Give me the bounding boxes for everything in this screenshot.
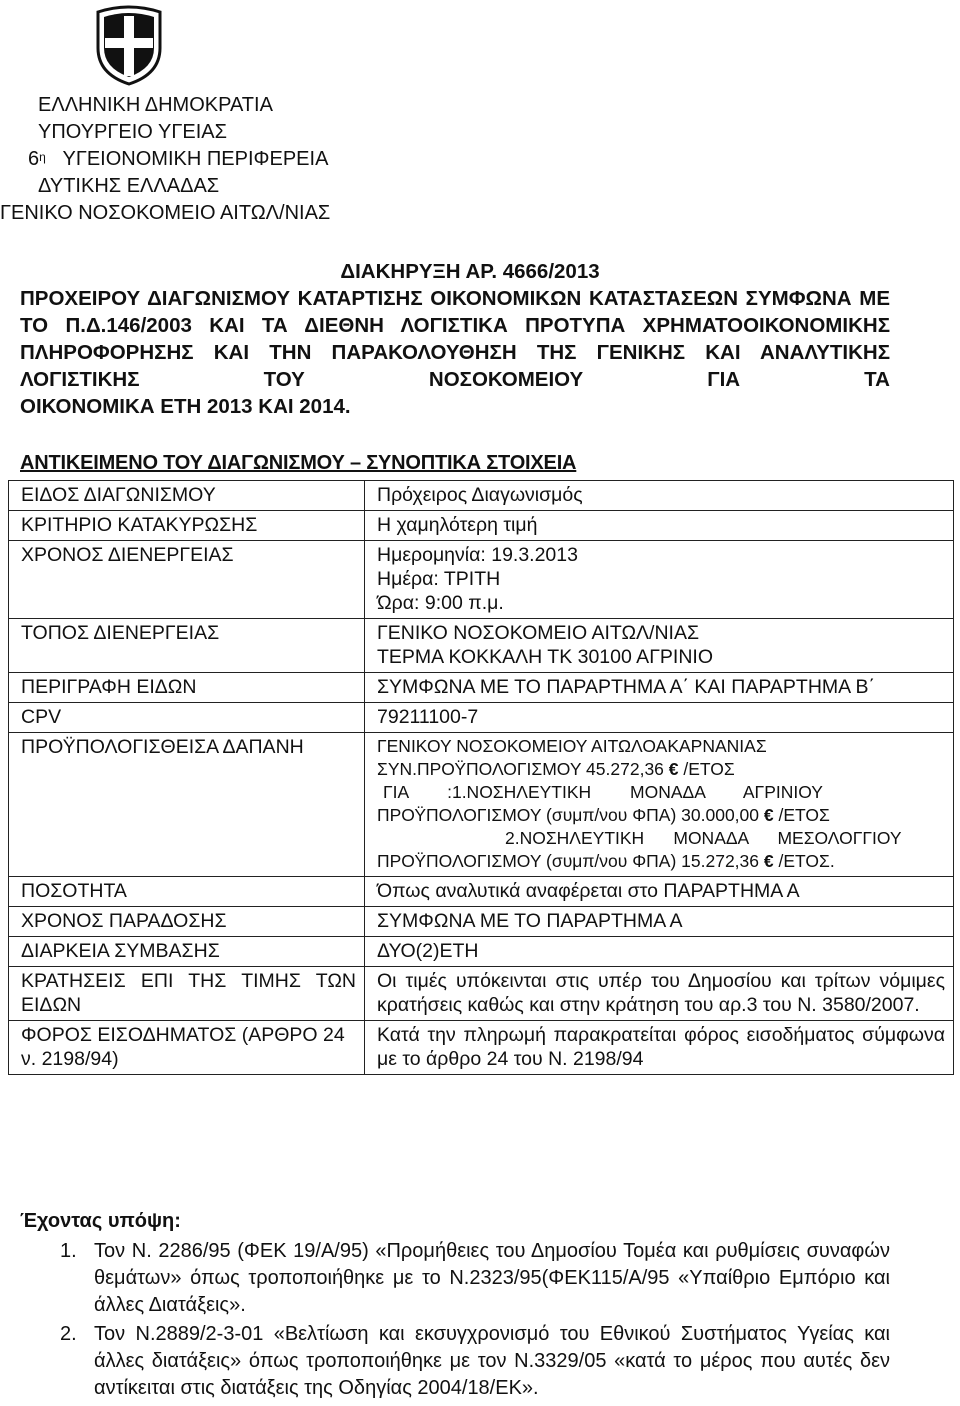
title-subject: ΠΡΟΧΕΙΡΟΥ ΔΙΑΓΩΝΙΣΜΟΥ ΚΑΤΑΡΤΙΣΗΣ ΟΙΚΟΝΟΜΙΚΩΝ ΚΑΤΑΣΤΑΣΕΩΝ ΣΥΜΦΩΝΑ ΜΕ ΤΟ Π.Δ.146/2003 ΚΑΙ ΤΑ ΔΙΕΘΝΗ ΛΟΓΙΣΤΙΚΑ ΠΡΟΤΥΠΑ ΧΡΗΜΑΤΟΟΙΚΟΝΟΜΙΚΗΣ ΠΛΗΡΟΦΟΡΗΣΗΣ ΚΑΙ ΤΗΝ ΠΑΡΑΚΟΛΟΥΘΗΣΗ ΤΗΣ ΓΕΝΙΚΗΣ ΚΑΙ ΑΝΑΛΥΤΙΚΗΣ ΛΟΓΙΣΤΙΚΗΣ ΤΟΥ ΝΟΣΟΚΟΜΕΙΟΥ ΓΙΑ ΤΑ (20, 287, 890, 391)
title-declaration-number: ΔΙΑΚΗΡΥΞΗ ΑΡ. 4666/2013 (340, 260, 600, 283)
considerations-heading: Έχοντας υπόψη: (20, 1210, 181, 1232)
header-line-hospital: ΓΕΝΙΚΟ ΝΟΣΟΚΟΜΕΙΟ ΑΙΤΩΛ/ΝΙΑΣ (0, 202, 331, 224)
time-value: Ώρα: 9:00 π.μ. (377, 592, 504, 614)
table-row (9, 703, 954, 733)
header-line-ministry: ΥΠΟΥΡΓΕΙΟ ΥΓΕΙΑΣ (38, 121, 227, 143)
document-title (20, 258, 890, 420)
item-text: Τον Ν.2889/2-3-01 «Βελτίωση και εκσυγχρονισμό του Εθνικού Συστήματος Υγείας και άλλες διατάξεις» όπως τροποποιήθηκε με τον Ν.3329/05 «κατά το μέρος που αυτές δεν αντίκειται στις διατάξεις της Οδηγίας 2004/18/ΕΚ». (94, 1323, 890, 1399)
table-row (9, 907, 954, 937)
table-heading: ΑΝΤΙΚΕΙΜΕΝΟ ΤΟΥ ΔΙΑΓΩΝΙΣΜΟΥ – ΣΥΝΟΠΤΙΚΑ ΣΤΟΙΧΕΙΑ (20, 452, 577, 474)
row-key: ΔΙΑΡΚΕΙΑ ΣΥΜΒΑΣΗΣ (9, 937, 365, 967)
row-key: ΠΟΣΟΤΗΤΑ (9, 877, 365, 907)
row-key: ΧΡΟΝΟΣ ΔΙΕΝΕΡΓΕΙΑΣ (9, 541, 365, 619)
title-subject-end: ΟΙΚΟΝΟΜΙΚΑ ΕΤΗ 2013 ΚΑΙ 2014. (20, 395, 351, 418)
row-value: Η χαμηλότερη τιμή (365, 511, 954, 541)
budget-line: ΠΡΟΫΠΟΛΟΓΙΣΜΟΥ (συμπ/νου ΦΠΑ) 30.000,00 € /ΕΤΟΣ (377, 805, 830, 825)
item-text: Τον Ν. 2286/95 (ΦΕΚ 19/Α/95) «Προμήθειες του Δημοσίου Τομέα και ρυθμίσεις συναφών θεμάτων» όπως τροποποιήθηκε με το Ν.2323/95(ΦΕΚ115/Α/95 «Υπαίθριο Εμπόριο και άλλες Διατάξεις». (94, 1240, 890, 1316)
row-key: ΠΡΟΫΠΟΛΟΓΙΣΘΕΙΣΑ ΔΑΠΑΝΗ (9, 733, 365, 877)
tender-summary-table (8, 480, 954, 1075)
table-row (9, 1021, 954, 1075)
budget-line: ΓΙΑ :1.ΝΟΣΗΛΕΥΤΙΚΗ ΜΟΝΑΔΑ ΑΓΡΙΝΙΟΥ (383, 782, 823, 802)
budget-line: ΓΕΝΙΚΟΥ ΝΟΣΟΚΟΜΕΙΟΥ ΑΙΤΩΛΟΑΚΑΡΝΑΝΙΑΣ (377, 736, 767, 756)
euro-icon: € (763, 805, 774, 825)
budget-line: ΠΡΟΫΠΟΛΟΓΙΣΜΟΥ (συμπ/νου ΦΠΑ) 15.272,36 € /ΕΤΟΣ. (377, 851, 835, 871)
header-line-republic: ΕΛΛΗΝΙΚΗ ΔΗΜΟΚΡΑΤΙΑ (38, 94, 273, 116)
table-row (9, 673, 954, 703)
row-key: ΧΡΟΝΟΣ ΠΑΡΑΔΟΣΗΣ (9, 907, 365, 937)
table-row (9, 937, 954, 967)
item-number: 2. (60, 1323, 77, 1345)
budget-line: ΣΥΝ.ΠΡΟΫΠΟΛΟΓΙΣΜΟΥ 45.272,36 € /ΕΤΟΣ (377, 759, 735, 779)
row-key: ΦΟΡΟΣ ΕΙΣΟΔΗΜΑΤΟΣ (ΑΡΘΡΟ 24 ν. 2198/94) (9, 1021, 365, 1075)
place-address: ΤΕΡΜΑ ΚΟΚΚΑΛΗ ΤΚ 30100 ΑΓΡΙΝΙΟ (377, 646, 714, 668)
item-number: 1. (60, 1240, 77, 1262)
considerations-list (46, 1238, 890, 1404)
row-value: Κατά την πληρωμή παρακρατείται φόρος εισοδήματος σύμφωνα με το άρθρο 24 του Ν. 2198/94 (365, 1021, 954, 1075)
place-name: ΓΕΝΙΚΟ ΝΟΣΟΚΟΜΕΙΟ ΑΙΤΩΛ/ΝΙΑΣ (377, 622, 700, 644)
row-value: Όπως αναλυτικά αναφέρεται στο ΠΑΡΑΡΤΗΜΑ Α (365, 877, 954, 907)
row-value: 79211100-7 (365, 703, 954, 733)
list-item (46, 1238, 890, 1319)
row-value: Πρόχειρος Διαγωνισμός (365, 481, 954, 511)
euro-icon: € (763, 851, 774, 871)
table-row (9, 541, 954, 619)
row-value (365, 619, 954, 673)
table-row (9, 733, 954, 877)
row-value: ΔΥΟ(2)ΕΤΗ (365, 937, 954, 967)
euro-icon: € (668, 759, 679, 779)
list-item (46, 1321, 890, 1402)
row-key: ΚΡΑΤΗΣΕΙΣ ΕΠΙ ΤΗΣ ΤΙΜΗΣ ΤΩΝ ΕΙΔΩΝ (9, 967, 365, 1021)
table-row (9, 481, 954, 511)
budget-line: 2.ΝΟΣΗΛΕΥΤΙΚΗ ΜΟΝΑΔΑ ΜΕΣΟΛΟΓΓΙΟΥ (505, 828, 902, 848)
row-key: ΚΡΙΤΗΡΙΟ ΚΑΤΑΚΥΡΩΣΗΣ (9, 511, 365, 541)
header-line-region: $6^\eta$ ΥΓΕΙΟΝΟΜΙΚΗ ΠΕΡΙΦΕΡΕΙΑ (28, 148, 329, 170)
row-value (365, 733, 954, 877)
row-key: ΤΟΠΟΣ ΔΙΕΝΕΡΓΕΙΑΣ (9, 619, 365, 673)
table-row (9, 511, 954, 541)
table-row (9, 619, 954, 673)
row-value: Οι τιμές υπόκεινται στις υπέρ του Δημοσίου και τρίτων νόμιμες κρατήσεις καθώς και στην κράτηση του αρ.3 του Ν. 3580/2007. (365, 967, 954, 1021)
row-value (365, 541, 954, 619)
row-value: ΣΥΜΦΩΝΑ ΜΕ ΤΟ ΠΑΡΑΡΤΗΜΑ Α (365, 907, 954, 937)
row-key: ΕΙΔΟΣ ΔΙΑΓΩΝΙΣΜΟΥ (9, 481, 365, 511)
table-row (9, 967, 954, 1021)
date-value: Ημερομηνία: 19.3.2013 (377, 544, 578, 566)
row-value: ΣΥΜΦΩΝΑ ΜΕ ΤΟ ΠΑΡΑΡΤΗΜΑ Α΄ ΚΑΙ ΠΑΡΑΡΤΗΜΑ Β΄ (365, 673, 954, 703)
table-row (9, 877, 954, 907)
row-key: CPV (9, 703, 365, 733)
row-key: ΠΕΡΙΓΡΑΦΗ ΕΙΔΩΝ (9, 673, 365, 703)
header-line-west-greece: ΔΥΤΙΚΗΣ ΕΛΛΑΔΑΣ (38, 175, 220, 197)
greek-coat-of-arms-icon (92, 4, 166, 86)
day-value: Ημέρα: ΤΡΙΤΗ (377, 568, 501, 590)
